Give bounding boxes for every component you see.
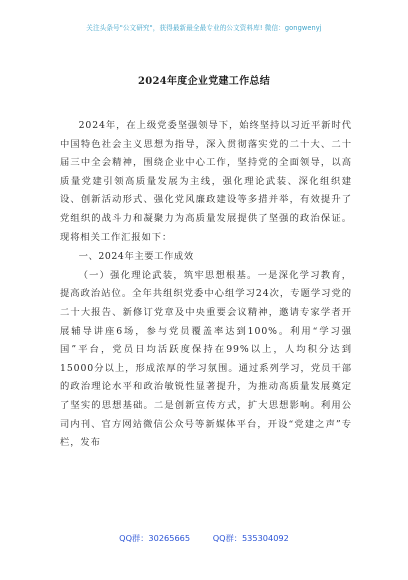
document-body	[60, 117, 352, 453]
section-heading: 一、2024年主要工作成效	[78, 251, 194, 263]
document-title: 2024年度企业党建工作总结	[137, 76, 271, 87]
intro-paragraph: 2024年，在上级党委坚强领导下，始终坚持以习近平新时代中国特色社会主义思想为指导，深入贯彻落实党的二十大、二十届三中全会精神，围绕企业中心工作，坚持党的全面领导，以高质量党建引领高质量发展为主线，强化理论武装、深化组织建设、创新活动形式、强化党风廉政建设等多措并举，有效提升了党组织的战斗力和凝聚力为高质量发展提供了坚强的政治保证。现将相关工作汇报如下：	[60, 120, 352, 243]
header-banner: 关注头条号"公文研究"，获得最新最全最专业的公文资料库! 微信：gongwenyj	[86, 24, 322, 32]
qq-group-2: QQ群：535304092	[212, 533, 289, 543]
footer-contact	[0, 533, 408, 544]
body-paragraph: （一）强化理论武装，筑牢思想根基。一是深化学习教育，提高政治站位。全年共组织党委中心组学习24次，专题学习党的二十大报告、新修订党章及中央重要会议精神，邀请专家学者开展辅导讲座6场，参与党员覆盖率达到100%。利用“学习强国”平台，党员日均活跃度保持在99%以上，人均积分达到15000分以上，形成浓厚的学习氛围。通过系列学习，党员干部的政治理论水平和政治敏锐性显著提升，为推动高质量发展奠定了坚实的思想基础。二是创新宣传方式，扩大思想影响。利用公司内刊、官方网站微信公众号等新媒体平台，开设“党建之声”专栏，发布	[60, 269, 352, 449]
qq-group-1: QQ群：30265665	[119, 533, 191, 543]
